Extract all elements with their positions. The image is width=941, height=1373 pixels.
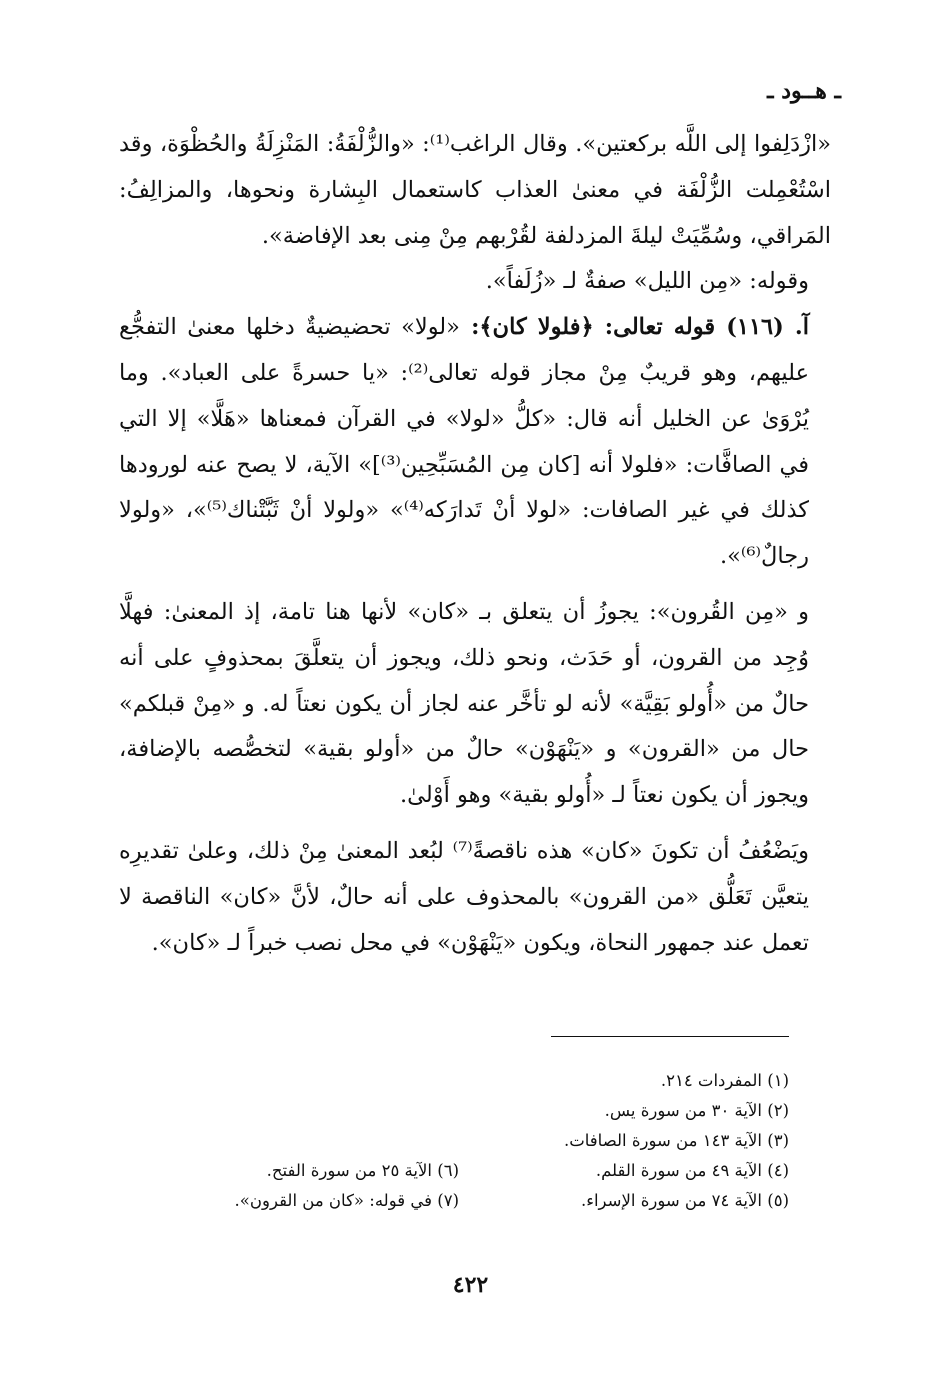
paragraph-1 [119, 122, 831, 259]
footnote-3: (٣) الآية ١٤٣ من سورة الصافات. [563, 1131, 789, 1150]
paragraph-4 [119, 590, 831, 819]
footnote-row [159, 1066, 789, 1096]
footnote-empty [159, 1066, 459, 1096]
footnote-row [159, 1186, 789, 1216]
paragraph-3-text: «لولا» تحضيضيةٌ دخلها معنىٰ التفجُّع عليهم، وهو قريبٌ مِنْ مجاز قوله تعالى⁽²⁾: «يا حسرةً على العباد». وما يُرْوَىٰ عن الخليل أنه قال: «كلُّ «لولا» في القرآن فمعناها «هَلَّا» إلا التي في الصافَّات: «فلولا أنه [كان مِن المُسَبِّحِين⁽³⁾]» الآية، لا يصح عنه لورودها كذلك في غير الصافات: «لولا أنْ تَدارَكه⁽⁴⁾» «ولولا أنْ ثَبَّتْناك⁽⁵⁾»، «ولولا رجالٌ⁽⁶⁾». [119, 314, 810, 570]
footnote-6: (٦) الآية ٢٥ من سورة الفتح. [266, 1161, 459, 1180]
paragraph-2 [119, 259, 831, 305]
paragraph-5 [119, 829, 831, 966]
page-number: ٤٢٢ [452, 1272, 489, 1298]
footnote-1: (١) المفردات ٢١٤. [660, 1071, 789, 1090]
footnote-2: (٢) الآية ٣٠ من سورة يس. [604, 1101, 789, 1120]
body-text [119, 122, 831, 966]
paragraph-4-text: و «مِن القُرون»: يجوزُ أن يتعلق بـ «كان» لأنها هنا تامة، إذ المعنىٰ: فهلَّا وُجِد من القرون، أو حَدَث، ونحو ذلك، ويجوز أن يتعلَّقَ بمحذوفٍ على أنه حالٌ من «أُولو بَقِيَّة» لأنه لو تأخَّر عنه لجاز أن يكون نعتاً له. و «مِنْ قبلكم» حال من «القرون» و «يَنْهَوْن» حالٌ من «أولو بقية» لتخصُّصه بالإضافة، ويجوز أن يكون نعتاً لـ «أُولو بقية» وهو أَوْلىٰ. [119, 598, 809, 809]
paragraph-5-text: ويَضْعُفُ أن تكونَ «كان» هذه ناقصةً⁽⁷⁾ لبُعد المعنىٰ مِنْ ذلك، وعلىٰ تقديرِه يتعيَّن تَعَلُّق «من القرون» بالمحذوف على أنه حالٌ، لأنَّ «كان» الناقصة لا تعمل عند جمهور النحاة، ويكون «يَنْهَوْن» في محل نصب خبراً لـ «كان». [119, 837, 810, 956]
footnote-7: (٧) في قوله: «كان من القرون». [234, 1191, 459, 1210]
running-head: ـ هــود ـ [767, 78, 841, 104]
paragraph-1-text: «ازْدَلِفوا إلى اللَّه بركعتين». وقال الراغب⁽¹⁾: «والزُّلْفَةُ: المَنْزِلَةُ والحُظْوَة، وقد اسْتُعْمِلت الزُّلْفَة في معنىٰ العذاب كاستعمال البِشارة ونحوها، والمزالِفُ: المَراقي، وسُمِّيَتْ ليلةَ المزدلفة لقُرْبهم مِنْ مِنى بعد الإفاضة». [119, 131, 831, 249]
verse-heading: آ. (١١٦) قوله تعالى: ﴿فلولا كان﴾: [459, 314, 809, 341]
footnote-empty [159, 1096, 459, 1126]
footnote-row [159, 1096, 789, 1126]
footnote-5: (٥) الآية ٧٤ من سورة الإسراء. [580, 1191, 789, 1210]
footnote-4: (٤) الآية ٤٩ من سورة القلم. [595, 1161, 789, 1180]
paragraph-3 [119, 305, 831, 580]
footnotes [159, 1066, 789, 1216]
footnote-row [159, 1126, 789, 1156]
footnote-empty [159, 1126, 459, 1156]
footnote-row [159, 1156, 789, 1186]
paragraph-2-text: وقوله: «مِن الليل» صفةٌ لـ «زُلَفاً». [485, 268, 809, 295]
footnote-divider [551, 1036, 789, 1037]
